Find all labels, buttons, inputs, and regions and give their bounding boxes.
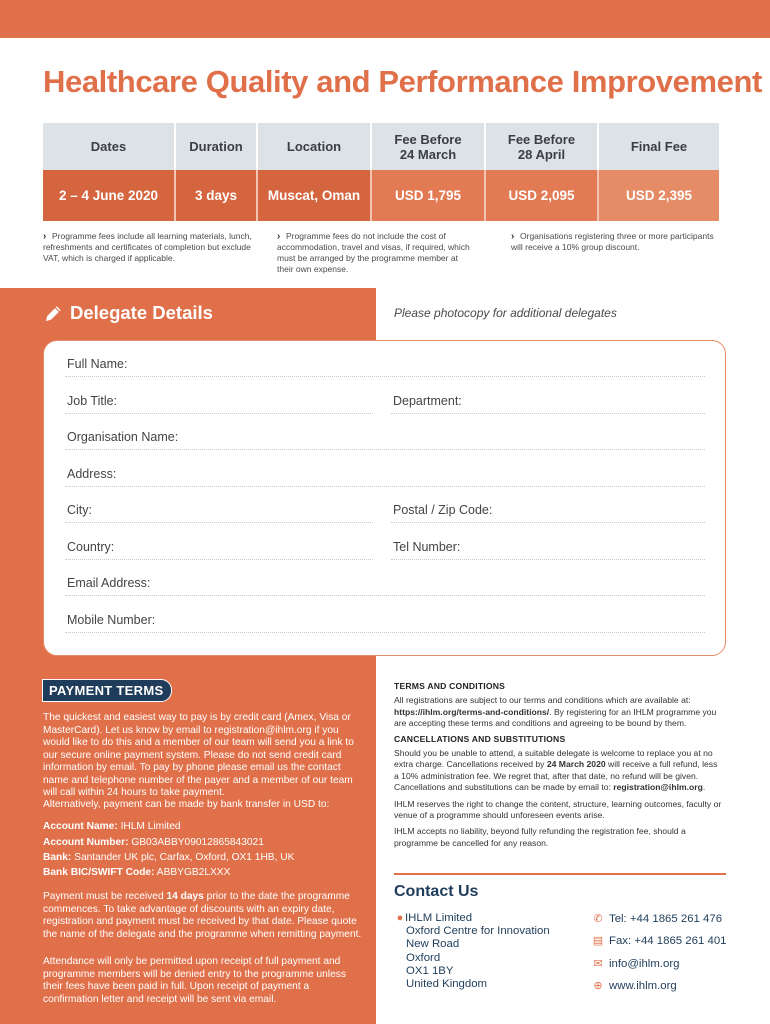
chevron-right-icon: › [511,231,515,242]
reserve-rights-text: IHLM reserves the right to change the content, structure, learning outcomes, faculty or venue of a programme should unforeseen events arise. [394,798,722,821]
address-line: ● IHLM Limited [396,912,473,924]
note-fees-include: › Programme fees include all learning materials, lunch, refreshments and certificates of completion but exclude VAT, which is charged if applicable. [43,231,252,263]
payment-intro: The quickest and easiest way to pay is by credit card (Amex, Visa or MasterCard). Let us know by email to registration@ihlm.org if you would like to do this and a member of our team will send you a link to our secure online payment system. Please do not send credit card information by email. To pay by phone please email us the contact name and telephone number of the payer and a member of our team will call within 24 hours to take payment. [43,712,354,798]
fees-table [43,123,719,221]
phone-icon: ✆ [593,913,603,925]
bank-name: Bank: Santander UK plc, Carfax, Oxford, OX1 1HB, UK [43,852,295,863]
note-fees-exclude: › Programme fees do not include the cost of accommodation, travel and visas, if required, which must be arranged by the programme member at their own expense. [277,231,470,274]
contact-heading: Contact Us [394,883,479,900]
department-field[interactable]: Department: [391,394,705,414]
liability-text: IHLM accepts no liability, beyond fully refunding the registration fee, should a programme be cancelled for any reason. [394,826,686,848]
account-number: Account Number: GB03ABBY09012865843021 [43,837,264,848]
terms-section [394,681,724,849]
terms-heading: TERMS AND CONDITIONS [394,681,506,691]
organisation-field[interactable]: Organisation Name: [65,430,705,450]
note-group-discount: › Organisations registering three or more participants will receive a 10% group discount. [511,231,714,252]
full-name-field[interactable]: Full Name: [65,357,705,377]
payment-terms-label: PAYMENT TERMS [42,679,172,702]
chevron-right-icon: › [43,231,47,242]
terms-text: All registrations are subject to our terms and conditions which are available at: https://ihlm.org/terms-and-conditions/. By registering for an IHLM programme you are accepting these terms and conditions and agreeing to be bound by them. [394,695,717,729]
postal-code-field[interactable]: Postal / Zip Code: [391,503,705,523]
fees-value-row [43,170,719,221]
location-pin-icon: ● [396,912,404,924]
address-field[interactable]: Address: [65,467,705,487]
contact-email[interactable]: ✉ info@ihlm.org [593,957,680,970]
header-dates: Dates [43,123,175,170]
address-line: OX1 1BY [406,964,454,977]
delegate-form [43,340,726,656]
contact-address [395,912,550,991]
address-line: Oxford [406,951,441,964]
fax-icon: ▤ [592,935,604,947]
globe-icon: ⊕ [593,980,603,992]
page-title: Healthcare Quality and Performance Improvement [43,64,762,99]
value-duration: 3 days [175,170,257,221]
fees-header-row [43,123,719,170]
value-fee-march: USD 1,795 [371,170,485,221]
tel-number-field[interactable]: Tel Number: [391,540,705,560]
header-fee-before-march: Fee Before 24 March [371,123,485,170]
payment-deadline: Payment must be received 14 days prior to the date the programme commences. To take advantage of discounts with an expiry date, registration and payment must be received by that date. Please quote the name of the delegate and the programme when remitting payment. [43,891,362,940]
value-dates: 2 – 4 June 2020 [43,170,175,221]
registration-email-link[interactable]: registration@ihlm.org [613,782,703,793]
address-line: Oxford Centre for Innovation [406,925,550,938]
contact-divider [394,873,726,875]
attendance-note: Attendance will only be permitted upon receipt of full payment and programme members will be denied entry to the programme unless their fees have been paid in full. Upon receipt of payment a confirmation letter and receipt will be sent via email. [43,956,346,1005]
delegate-title-text: Delegate Details [70,302,213,323]
bank-transfer-intro: Alternatively, payment can be made by bank transfer in USD to: [43,799,330,810]
value-final-fee: USD 2,395 [598,170,719,221]
value-location: Muscat, Oman [257,170,371,221]
contact-tel[interactable]: ✆ Tel: +44 1865 261 476 [593,912,723,925]
cancellations-heading: CANCELLATIONS AND SUBSTITUTIONS [394,733,566,744]
chevron-right-icon: › [277,231,281,242]
header-duration: Duration [175,123,257,170]
value-fee-april: USD 2,095 [485,170,598,221]
photocopy-note: Please photocopy for additional delegates [394,306,617,320]
address-line: United Kingdom [406,978,488,991]
city-field[interactable]: City: [65,503,373,523]
contact-website[interactable]: ⊕ www.ihlm.org [593,979,677,992]
mobile-field[interactable]: Mobile Number: [65,613,705,633]
contact-fax: ▤ Fax: +44 1865 261 401 [592,934,727,947]
job-title-field[interactable]: Job Title: [65,394,373,414]
cancellations-text: Should you be unable to attend, a suitable delegate is welcome to replace you at no extra charge. Cancellations received by 24 March 2020 will receive a full refund, less a 10% administration fee. We regret that, after that date, no refund will be given. Cancellations and substitutions can be made by email to: registration@ihlm.org. [394,748,718,793]
email-field[interactable]: Email Address: [65,576,705,596]
country-field[interactable]: Country: [65,540,373,560]
envelope-icon: ✉ [593,958,603,970]
top-banner [0,0,770,38]
swift-code: Bank BIC/SWIFT Code: ABBYGB2LXXX [43,867,231,878]
header-location: Location [257,123,371,170]
terms-link[interactable]: https://ihlm.org/terms-and-conditions/ [394,706,550,717]
account-name: Account Name: IHLM Limited [43,821,181,832]
address-line: New Road [406,938,460,951]
pencil-icon [44,304,63,323]
delegate-details-heading [44,302,213,324]
header-final-fee: Final Fee [598,123,719,170]
header-fee-before-april: Fee Before 28 April [485,123,598,170]
